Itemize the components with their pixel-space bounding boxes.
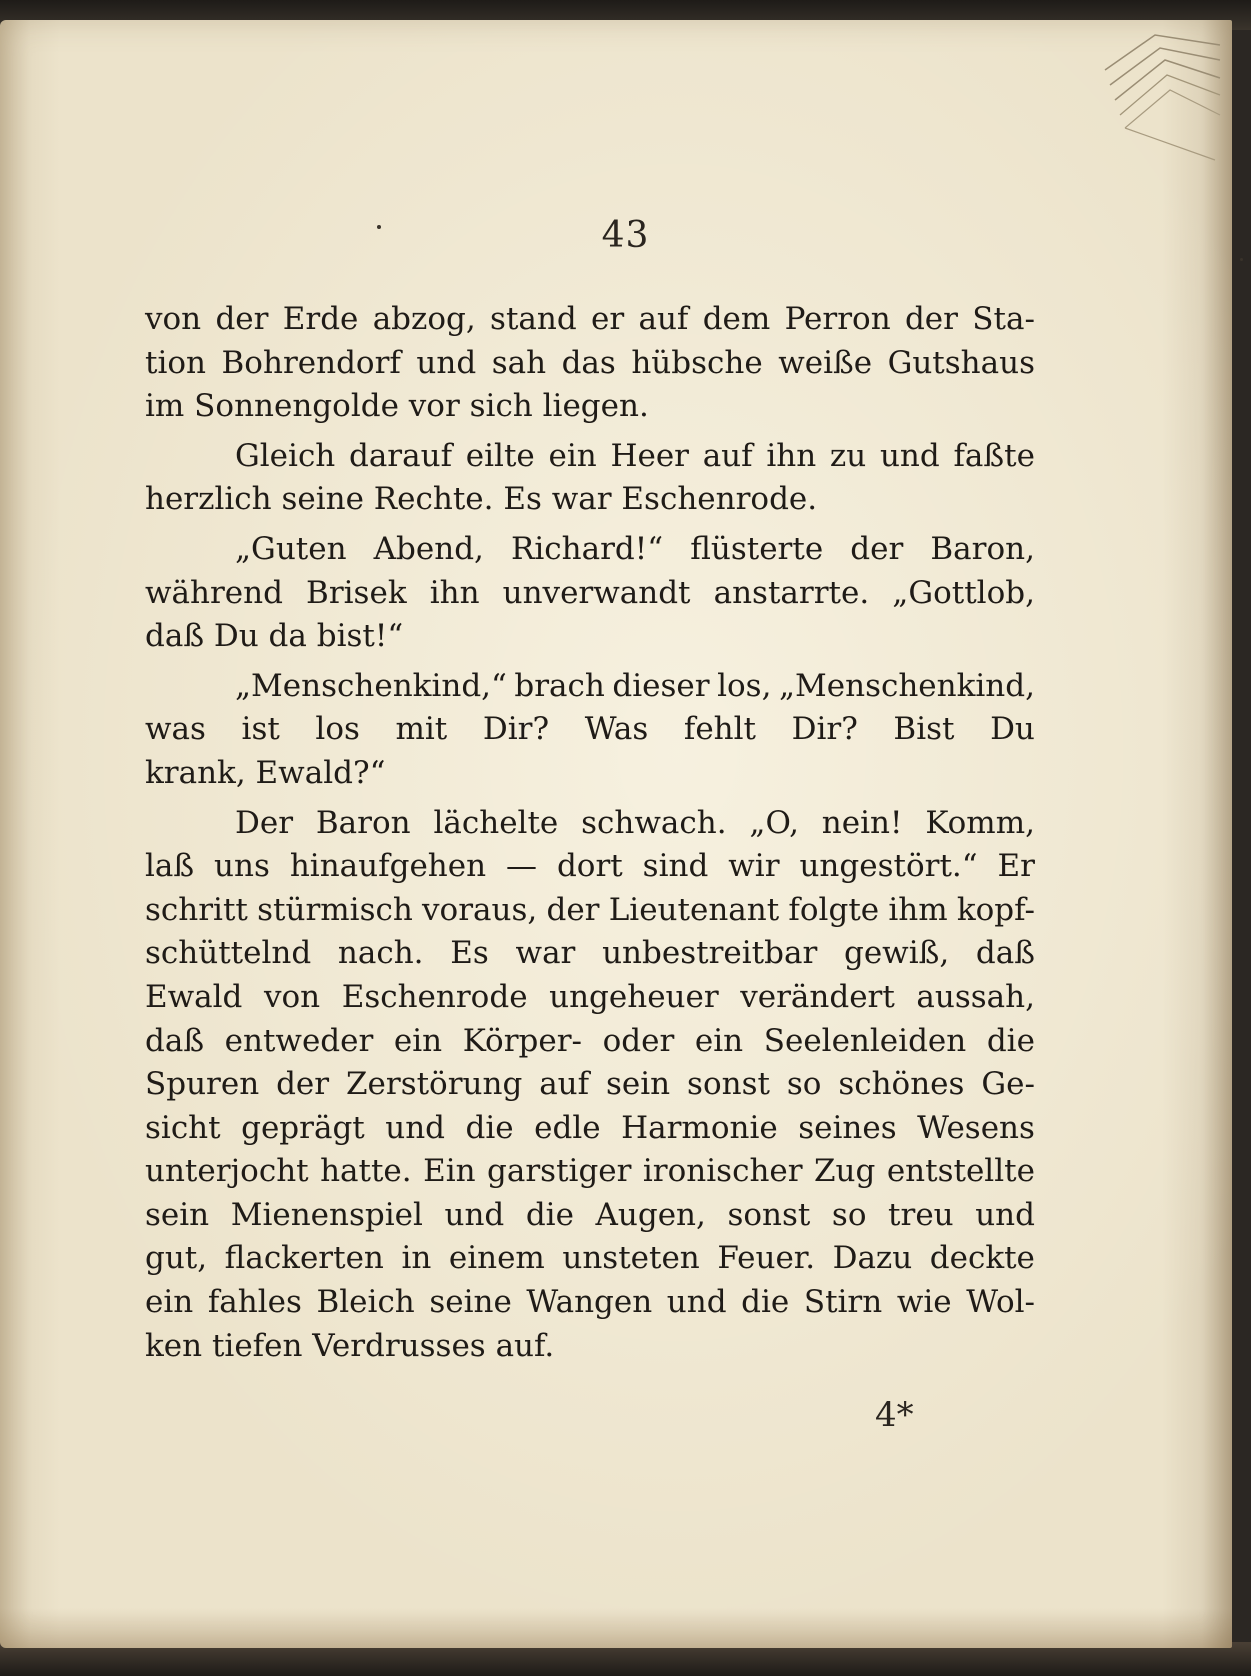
text-line: unterjocht hatte. Ein garstiger ironischer Zug entstellte (145, 1153, 1035, 1190)
paragraph (145, 802, 1035, 1369)
text-line: gut, flackerten in einem unsteten Feuer. Dazu deckte (145, 1240, 1035, 1277)
paragraph (145, 528, 1035, 659)
text-line: daß Du da bist!“ (145, 618, 404, 655)
text-line: „Guten Abend, Richard!“ flüsterte der Baron, (235, 530, 1035, 567)
text-line: ken tiefen Verdrusses auf. (145, 1327, 555, 1364)
text-line: daß entweder ein Körper- oder ein Seelenleiden die (145, 1022, 1035, 1059)
text-line: Der Baron lächelte schwach. „O, nein! Komm, (235, 804, 1035, 841)
text-line: „Menschenkind,“ brach dieser los, „Menschenkind, (235, 667, 1035, 704)
paragraph (145, 435, 1035, 522)
page-number: 43 (601, 215, 650, 256)
folded-corner-mark (1095, 30, 1225, 170)
text-line: laß uns hinaufgehen — dort sind wir ungestört.“ Er (145, 848, 1035, 885)
text-line: schüttelnd nach. Es war unbestreitbar gewiß, daß (145, 935, 1035, 972)
text-line: im Sonnengolde vor sich liegen. (145, 388, 649, 425)
paragraph (145, 298, 1035, 429)
text-line: Spuren der Zerstörung auf sein sonst so schönes Ge- (145, 1066, 1035, 1103)
text-line: Gleich darauf eilte ein Heer auf ihn zu und faßte (235, 437, 1035, 474)
text-line: sein Mienenspiel und die Augen, sonst so treu und (145, 1196, 1035, 1233)
text-line: krank, Ewald?“ (145, 754, 386, 791)
text-line: was ist los mit Dir? Was fehlt Dir? Bist Du (145, 711, 1035, 748)
text-line: während Brisek ihn unverwandt anstarrte. „Gottlob, (145, 574, 1035, 611)
text-line: schritt stürmisch voraus, der Lieutenant folgte ihm kopf- (145, 891, 1035, 928)
text-line: Ewald von Eschenrode ungeheuer verändert aussah, (145, 978, 1035, 1015)
text-line: von der Erde abzog, stand er auf dem Perron der Sta- (145, 301, 1035, 337)
paragraph (145, 665, 1035, 796)
dust-speck (1240, 258, 1243, 261)
signature-mark: 4* (875, 1395, 914, 1435)
text-line: sicht geprägt und die edle Harmonie seines Wesens (145, 1109, 1035, 1146)
text-line: herzlich seine Rechte. Es war Eschenrode. (145, 481, 818, 518)
text-line: ein fahles Bleich seine Wangen und die Stirn wie Wol- (145, 1284, 1035, 1321)
text-line: tion Bohrendorf und sah das hübsche weiße Gutshaus (145, 344, 1035, 381)
body-text (145, 298, 1035, 1368)
